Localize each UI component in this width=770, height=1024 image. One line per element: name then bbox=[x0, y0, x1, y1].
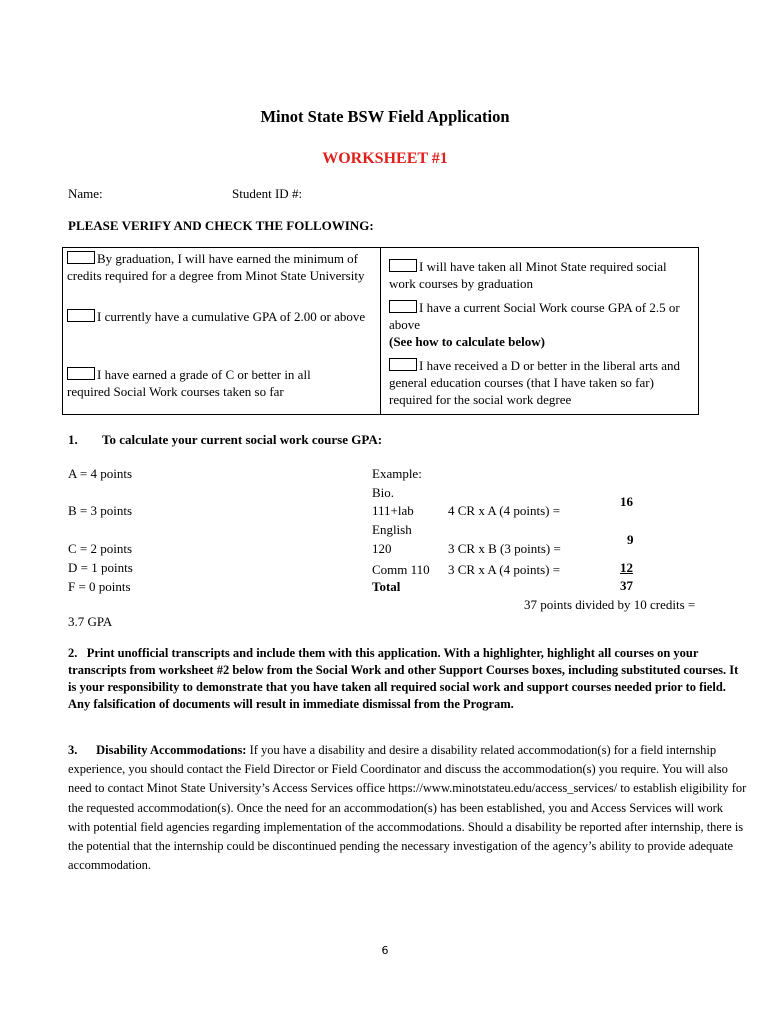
column-divider bbox=[380, 248, 381, 414]
checkbox[interactable] bbox=[389, 358, 417, 371]
gpa-result: 3.7 GPA bbox=[68, 614, 113, 629]
example-value: 9 bbox=[627, 532, 634, 547]
example-course: Comm 110 bbox=[372, 562, 430, 577]
checkbox[interactable] bbox=[67, 251, 95, 264]
grade-points-c: C = 2 points bbox=[68, 541, 133, 556]
grade-points-f: F = 0 points bbox=[68, 579, 131, 594]
verify-heading: PLEASE VERIFY AND CHECK THE FOLLOWING: bbox=[68, 218, 374, 233]
section2: 2. Print unofficial transcripts and include them with this application. With a highlighter, highlight all courses on your transcripts from worksheet #2 below from the Social Work and other Support Courses boxes, including substituted courses. It is your responsibility to demonstrate that you have taken all required social work and support courses needed prior to field. Any falsification of documents will result in immediate dismissal from the Program. bbox=[68, 646, 739, 711]
division-text: 37 points divided by 10 credits = bbox=[524, 597, 696, 612]
disability-heading: Disability Accommodations: bbox=[96, 743, 247, 757]
example-calc: 3 CR x B (3 points) = bbox=[448, 541, 561, 556]
check-item-sw-gpa: I have a current Social Work course GPA of 2.5 or above (See how to calculate below) bbox=[389, 300, 680, 349]
checkbox[interactable] bbox=[67, 309, 95, 322]
example-calc: 4 CR x A (4 points) = bbox=[448, 503, 561, 518]
check-item-grade-c: I have earned a grade of C or better in all required Social Work courses taken so far bbox=[67, 367, 311, 399]
check-item-liberal-arts: I have received a D or better in the liberal arts and general education courses (that I have taken so far) required for the social work degree bbox=[389, 358, 680, 407]
grade-points-a: A = 4 points bbox=[68, 466, 133, 481]
worksheet-heading: WORKSHEET #1 bbox=[322, 150, 448, 167]
checklist-table bbox=[62, 247, 699, 415]
section1-heading: To calculate your current social work course GPA: bbox=[102, 432, 383, 447]
example-label: Example: bbox=[372, 466, 422, 481]
checkbox[interactable] bbox=[389, 300, 417, 313]
total-value: 37 bbox=[620, 578, 633, 593]
total-label: Total bbox=[372, 579, 401, 594]
example-course: English bbox=[372, 522, 412, 537]
grade-points-d: D = 1 points bbox=[68, 560, 133, 575]
calc-note: (See how to calculate below) bbox=[389, 334, 545, 349]
example-course: 111+lab bbox=[372, 503, 414, 518]
section1-number: 1. bbox=[68, 432, 78, 447]
checkbox[interactable] bbox=[67, 367, 95, 380]
check-item-sw-courses: I will have taken all Minot State required social work courses by graduation bbox=[389, 259, 667, 291]
checkbox[interactable] bbox=[389, 259, 417, 272]
page-number: 6 bbox=[381, 944, 389, 957]
example-calc: 3 CR x A (4 points) = bbox=[448, 562, 561, 577]
name-label: Name: bbox=[68, 186, 103, 201]
check-item-credits: By graduation, I will have earned the minimum of credits required for a degree from Minot State University bbox=[67, 251, 365, 283]
section3: 3. Disability Accommodations: If you have a disability and desire a disability related accommodation(s) for a field internship experience, you should contact the Field Director or Field Coordinator and discuss the accommodation(s) you require. You will also need to contact Minot State University’s Access Services office https://www.minotstateu.edu/access_services/ to establish eligibility for the requested accommodation(s). Once the need for an accommodation(s) has been established, you and Access Services will work with potential field agencies regarding implementation of the accommodations. Should a disability be reported after internship, there is the potential that the internship could be discontinued pending the necessary investigation of the agency’s ability to provide adequate accommodation. bbox=[68, 743, 747, 873]
check-item-gpa-cumulative: I currently have a cumulative GPA of 2.00 or above bbox=[67, 308, 367, 325]
student-id-label: Student ID #: bbox=[232, 186, 303, 201]
example-value: 12 bbox=[620, 560, 633, 575]
example-course: 120 bbox=[372, 541, 392, 556]
example-value: 16 bbox=[620, 494, 633, 509]
grade-points-b: B = 3 points bbox=[68, 503, 133, 518]
document-title: Minot State BSW Field Application bbox=[260, 107, 510, 126]
example-course: Bio. bbox=[372, 485, 395, 500]
